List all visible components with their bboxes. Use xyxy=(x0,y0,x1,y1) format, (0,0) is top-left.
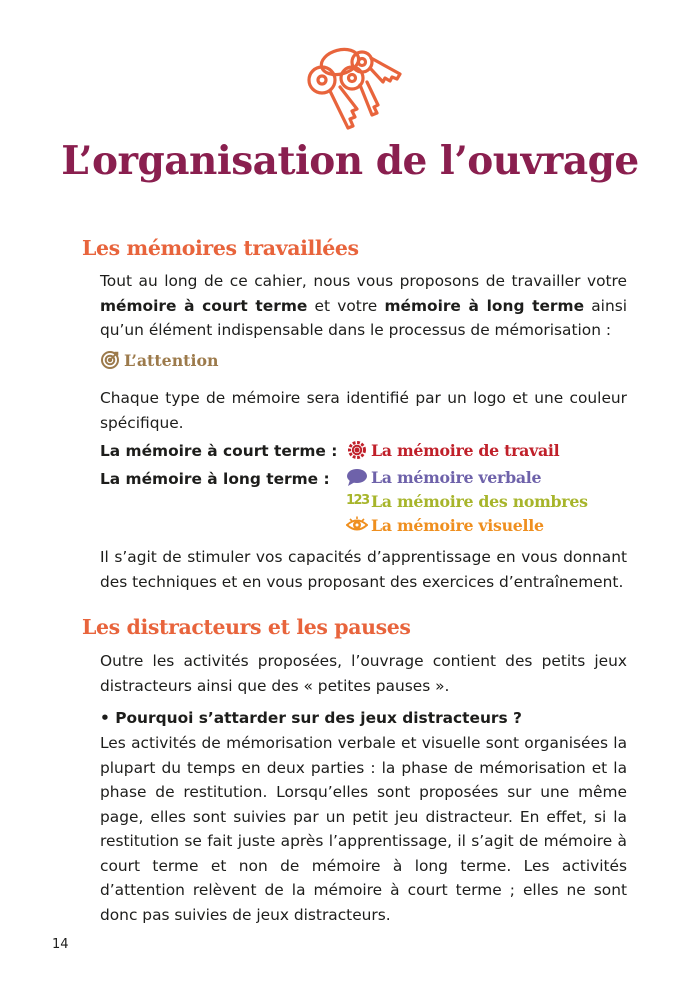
keys-icon xyxy=(300,40,410,138)
eye-icon xyxy=(346,515,368,535)
attention-item xyxy=(100,350,219,370)
memoire-visuelle-item xyxy=(346,515,544,535)
memoire-verbale-label: La mémoire verbale xyxy=(371,467,542,487)
bullet-question: • Pourquoi s’attarder sur des jeux distracteurs ? xyxy=(100,709,522,727)
intro-paragraph xyxy=(100,269,627,343)
speech-bubble-icon xyxy=(346,467,368,487)
intro-text: Tout au long de ce cahier, nous vous proposons de travailler votre xyxy=(100,272,627,290)
court-terme-label: La mémoire à court terme : xyxy=(100,442,338,460)
intro-bold-long: mémoire à long terme xyxy=(384,296,585,315)
page-title: L’organisation de l’ouvrage xyxy=(61,138,639,184)
memoire-travail-item xyxy=(346,440,559,460)
target-icon xyxy=(100,350,120,370)
distracteurs-answer: Les activités de mémorisation verbale et visuelle sont organisées la plupart du temps en deux parties : la phase de mémorisation et la phase de restitution. Lorsqu’elles sont proposées sur une même page, elles sont suivies par un petit jeu distracteur. En effet, si la restitution se fait juste après l’apprentissage, il s’agit de mémoire à court terme et non de mémoire à long terme. Les activités d’attention relèvent de la mémoire à court terme ; elles ne sont donc pas suivies de jeux distracteurs. xyxy=(100,734,627,924)
section-heading-memoires: Les mémoires travaillées xyxy=(82,236,359,260)
logo-paragraph: Chaque type de mémoire sera identifié par un logo et une couleur spécifique. xyxy=(100,389,627,432)
long-terme-label: La mémoire à long terme : xyxy=(100,470,330,488)
numbers-icon: 123 xyxy=(346,493,369,508)
memoire-visuelle-label: La mémoire visuelle xyxy=(371,515,544,535)
gear-icon xyxy=(346,440,368,460)
outro-paragraph: Il s’agit de stimuler vos capacités d’apprentissage en vous donnant des techniques et en vous proposant des exercices d’entraînement. xyxy=(100,548,627,591)
memoire-verbale-item xyxy=(346,467,541,487)
attention-label: L’attention xyxy=(124,350,219,370)
memoire-nombres-item xyxy=(346,491,588,511)
memoire-nombres-label: La mémoire des nombres xyxy=(371,491,588,511)
distracteurs-intro: Outre les activités proposées, l’ouvrage contient des petits jeux distracteurs ainsi que des « petites pauses ». xyxy=(100,652,627,695)
intro-text: ainsi qu’un élément indispensable dans le processus de mémorisation : xyxy=(100,296,627,339)
memoire-travail-label: La mémoire de travail xyxy=(371,440,560,460)
page-number: 14 xyxy=(52,937,69,952)
intro-text: et votre xyxy=(307,296,385,315)
section-heading-distracteurs: Les distracteurs et les pauses xyxy=(82,615,411,639)
intro-bold-court: mémoire à court terme xyxy=(100,296,308,315)
